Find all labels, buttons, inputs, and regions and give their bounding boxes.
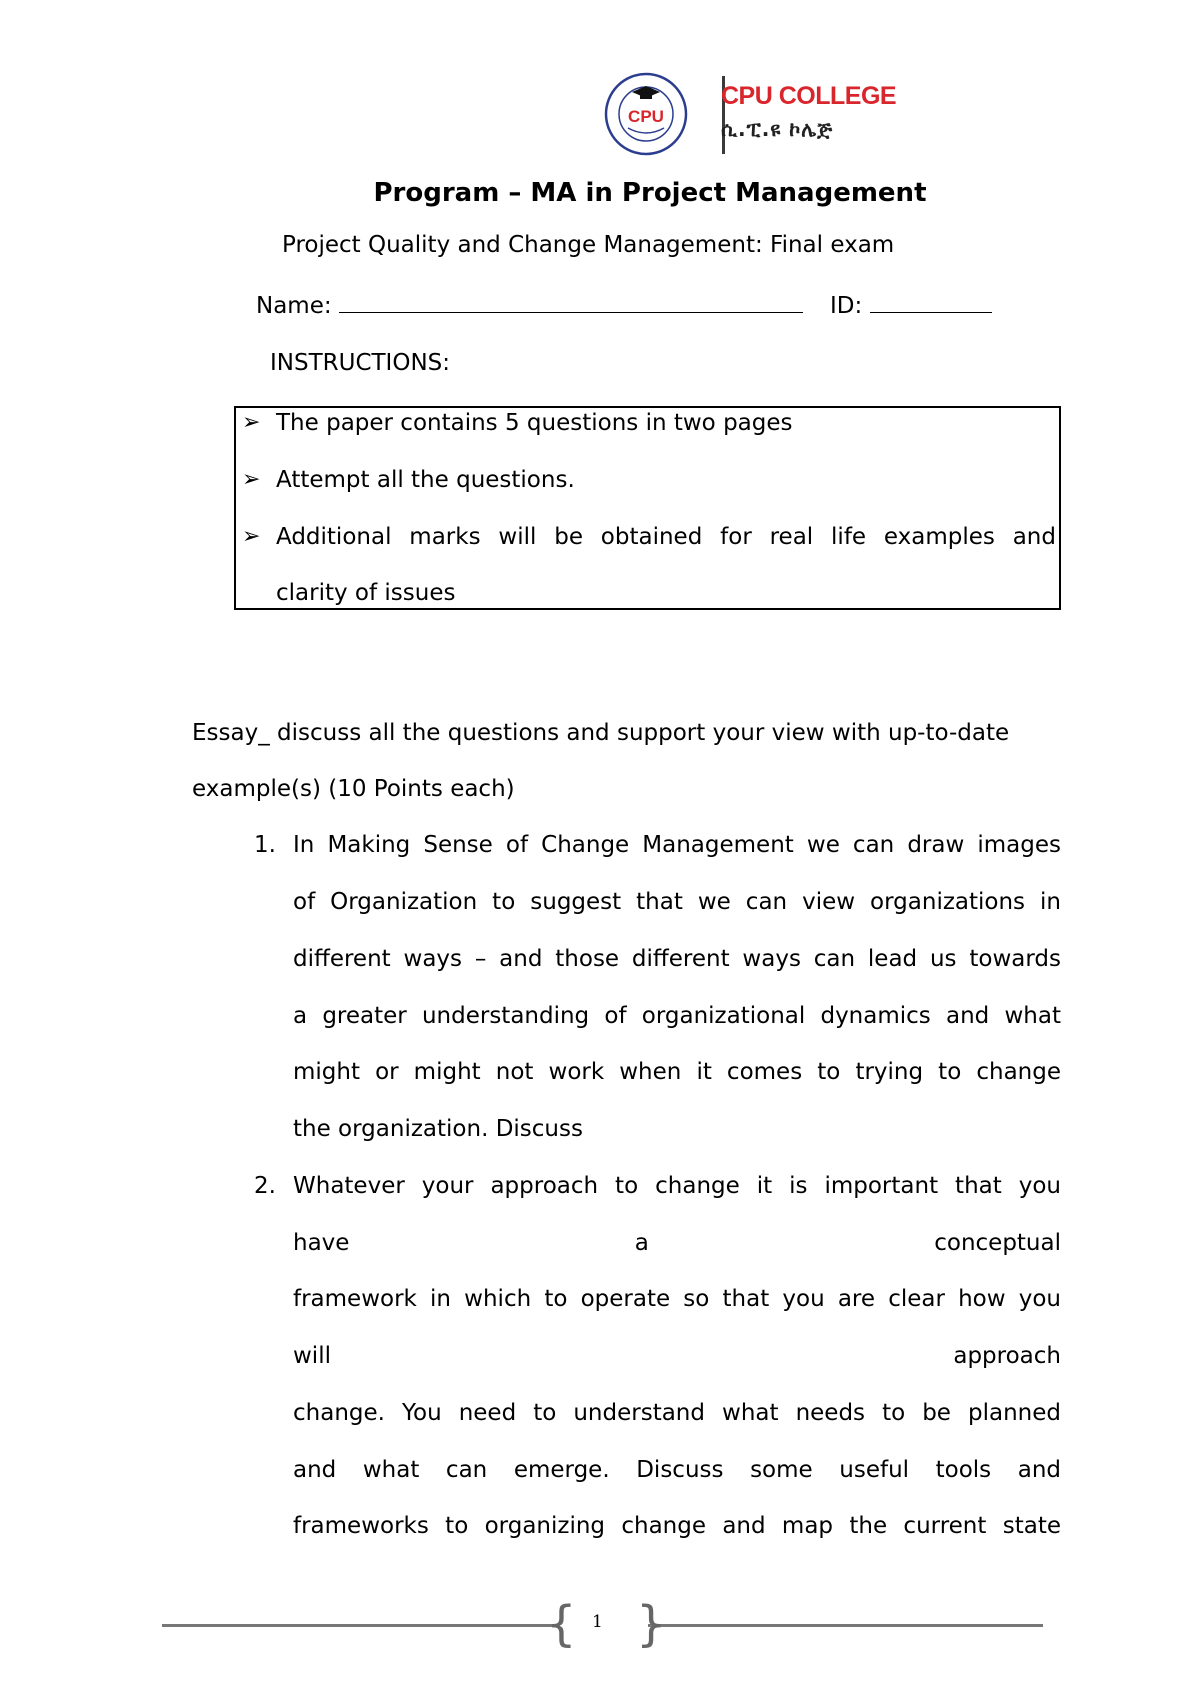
footer-rule-left	[162, 1624, 560, 1627]
question-line: a greater understanding of organizational dynamics and what	[293, 1003, 1061, 1029]
instruction-item: The paper contains 5 questions in two pages	[276, 410, 793, 436]
question-line: Whatever your approach to change it is important that you	[293, 1173, 1061, 1199]
question-line: frameworks to organizing change and map the current state	[293, 1513, 1061, 1539]
arrow-bullet-icon: ➢	[242, 467, 261, 492]
footer-rule-right	[648, 1624, 1043, 1627]
question-number: 1.	[254, 832, 276, 858]
arrow-bullet-icon: ➢	[242, 524, 261, 549]
question-line: different ways – and those different ways can lead us towards	[293, 946, 1061, 972]
right-brace-icon: }	[636, 1596, 667, 1652]
instruction-item: Additional marks will be obtained for real life examples and	[276, 524, 1056, 550]
question-line: framework in which to operate so that you are clear how you	[293, 1286, 1061, 1312]
instructions-label: INSTRUCTIONS:	[270, 350, 451, 376]
left-brace-icon: {	[546, 1596, 577, 1652]
exam-subtitle: Project Quality and Change Management: Final exam	[282, 232, 895, 258]
instructions-box	[234, 406, 1061, 610]
id-field	[830, 290, 992, 319]
question-line: have a conceptual	[293, 1230, 1061, 1256]
question-line: will approach	[293, 1343, 1061, 1369]
arrow-bullet-icon: ➢	[242, 410, 261, 435]
essay-instruction-continued: example(s) (10 Points each)	[192, 776, 515, 802]
college-name: CPU COLLEGE	[721, 82, 897, 110]
question-line: In Making Sense of Change Management we can draw images	[293, 832, 1061, 858]
instruction-item-continued: clarity of issues	[276, 580, 456, 606]
college-seal-logo	[604, 72, 688, 156]
name-field	[256, 290, 803, 319]
program-title: Program – MA in Project Management	[373, 178, 927, 208]
question-line: change. You need to understand what needs to be planned	[293, 1400, 1061, 1426]
question-number: 2.	[254, 1173, 276, 1199]
question-line: the organization. Discuss	[293, 1116, 583, 1142]
name-blank	[339, 290, 803, 313]
page-number: 1	[592, 1612, 603, 1632]
instruction-item: Attempt all the questions.	[276, 467, 575, 493]
question-line: might or might not work when it comes to trying to change	[293, 1059, 1061, 1085]
id-label: ID:	[830, 293, 863, 319]
name-label: Name:	[256, 293, 332, 319]
question-line: and what can emerge. Discuss some useful tools and	[293, 1457, 1061, 1483]
question-line: of Organization to suggest that we can view organizations in	[293, 889, 1061, 915]
id-blank	[870, 290, 992, 313]
college-name-amharic: ሲ.ፒ.ዩ ኮሌጅ	[721, 117, 834, 141]
essay-instruction: Essay_ discuss all the questions and support your view with up-to-date	[192, 720, 1010, 746]
seal-text: CPU	[628, 107, 664, 126]
